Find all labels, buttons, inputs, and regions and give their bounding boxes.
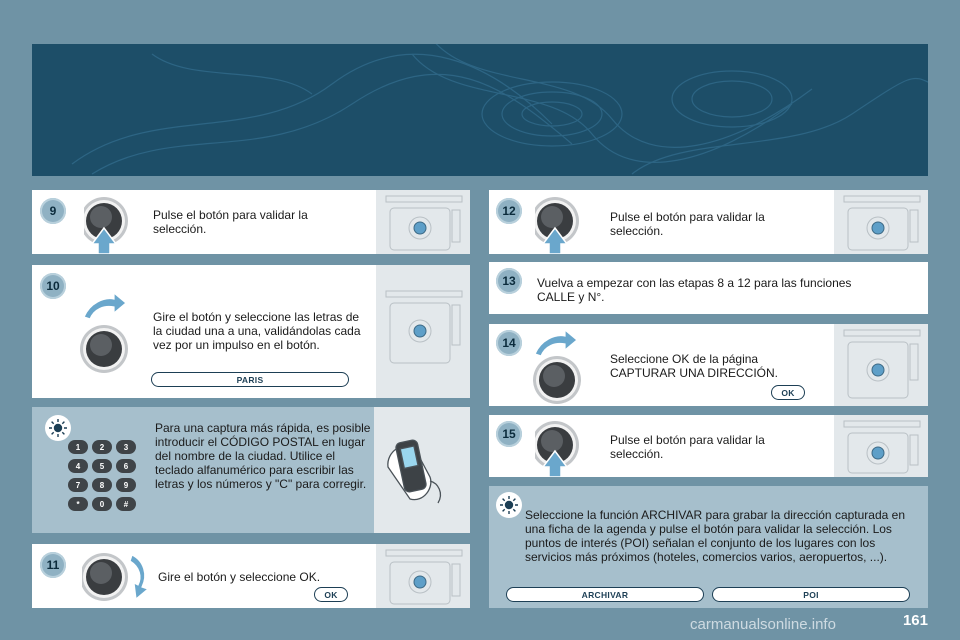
step-card-13 bbox=[489, 262, 928, 314]
knob-press-icon bbox=[84, 192, 154, 254]
step-badge: 15 bbox=[496, 421, 522, 447]
knob-press-icon bbox=[535, 192, 605, 254]
step-text: Pulse el botón para validar la selección. bbox=[153, 208, 308, 236]
keypad-key: 1 bbox=[68, 440, 88, 454]
knob-rotate-icon bbox=[78, 287, 148, 387]
archivar-button[interactable]: ARCHIVAR bbox=[506, 587, 704, 602]
step-text: Pulse el botón para validar la selección. bbox=[610, 210, 765, 238]
step-card-10 bbox=[32, 265, 470, 398]
radio-panel-image bbox=[376, 544, 470, 608]
step-badge: 10 bbox=[40, 273, 66, 299]
keypad-key: 9 bbox=[116, 478, 136, 492]
tip-card-archive bbox=[489, 486, 928, 608]
step-text: Gire el botón y seleccione OK. bbox=[158, 570, 321, 584]
radio-panel-image bbox=[834, 190, 928, 254]
keypad-key: 3 bbox=[116, 440, 136, 454]
keypad-key: 0 bbox=[92, 497, 112, 511]
keypad-image bbox=[68, 440, 140, 518]
step-card-14 bbox=[489, 324, 928, 406]
tip-text: Seleccione la función ARCHIVAR para grabar la dirección capturada en una ficha de la agenda y pulse el botón para validar la selección. Los puntos de interés (POI) señalan el conjunto de los lugares con los servicios más próximos (hoteles, comercios varios, aeropuertos, ...). bbox=[525, 508, 905, 564]
step-text: Pulse el botón para validar la selección. bbox=[610, 433, 765, 461]
step-text: Seleccione OK de la página CAPTURAR UNA DIRECCIÓN. bbox=[610, 352, 779, 380]
tip-text: Para una captura más rápida, es posible introducir el CÓDIGO POSTAL en lugar del nombre de la ciudad. Utilice el teclado alfanumérico para escribir las letras y los números y "C" para corregir. bbox=[155, 421, 371, 491]
keypad-key: 8 bbox=[92, 478, 112, 492]
step-text: Vuelva a empezar con las etapas 8 a 12 para las funciones CALLE y N°. bbox=[537, 276, 852, 304]
phone-hand-image bbox=[374, 407, 470, 533]
step-card-15 bbox=[489, 415, 928, 477]
keypad-key: 6 bbox=[116, 459, 136, 473]
step-badge: 13 bbox=[496, 268, 522, 294]
keypad-key: 2 bbox=[92, 440, 112, 454]
watermark: carmanualsonline.info bbox=[690, 616, 836, 633]
step-card-12 bbox=[489, 190, 928, 254]
lightbulb-icon bbox=[496, 492, 522, 518]
radio-panel-image bbox=[834, 324, 928, 406]
step-badge: 14 bbox=[496, 330, 522, 356]
header-banner bbox=[32, 44, 928, 176]
ok-button[interactable]: OK bbox=[314, 587, 348, 602]
topographic-pattern bbox=[32, 44, 928, 176]
knob-rotate-icon bbox=[529, 328, 599, 406]
ok-button[interactable]: OK bbox=[771, 385, 805, 400]
radio-panel-image bbox=[834, 415, 928, 477]
step-badge: 11 bbox=[40, 552, 66, 578]
step-card-9 bbox=[32, 190, 470, 254]
step-badge: 12 bbox=[496, 198, 522, 224]
tip-card-postal-code bbox=[32, 407, 470, 533]
keypad-key: 7 bbox=[68, 478, 88, 492]
knob-rotate-icon bbox=[82, 547, 162, 608]
step-card-11 bbox=[32, 544, 470, 608]
keypad-key: 5 bbox=[92, 459, 112, 473]
poi-button[interactable]: POI bbox=[712, 587, 910, 602]
knob-press-icon bbox=[535, 417, 605, 477]
step-text: Gire el botón y seleccione las letras de la ciudad una a una, validándolas cada vez por un impulso en el botón. bbox=[153, 310, 361, 352]
keypad-key: 4 bbox=[68, 459, 88, 473]
radio-panel-image bbox=[376, 265, 470, 398]
keypad-key: * bbox=[68, 497, 88, 511]
radio-panel-image bbox=[376, 190, 470, 254]
step-badge: 9 bbox=[40, 198, 66, 224]
page-number: 161 bbox=[902, 612, 928, 629]
paris-button[interactable]: PARIS bbox=[151, 372, 349, 387]
lightbulb-icon bbox=[45, 415, 71, 441]
keypad-key: # bbox=[116, 497, 136, 511]
